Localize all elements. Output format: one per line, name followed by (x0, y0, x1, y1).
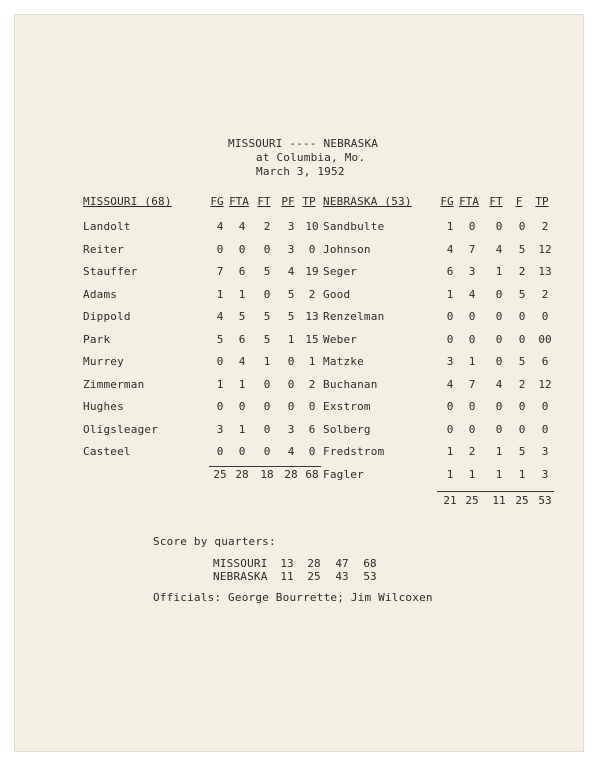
nebraska-player-name: Renzelman (323, 310, 385, 323)
nebraska-total-cell: 25 (465, 494, 479, 507)
missouri-stat-cell: 0 (216, 355, 224, 368)
nebraska-player-name: Exstrom (323, 400, 371, 413)
missouri-stat-cell: 1 (238, 422, 246, 436)
missouri-total-cell: 18 (260, 467, 274, 481)
nebraska-stat-cell: 0 (518, 400, 526, 413)
nebraska-stat-cell: 3 (446, 355, 454, 368)
missouri-player-name: Landolt (83, 220, 131, 233)
nebraska-stat-cell: 5 (518, 287, 526, 301)
missouri-player-name: Oligsleager (83, 422, 159, 436)
nebraska-stat-cell: 0 (495, 400, 503, 413)
nebraska-col-header: TP (535, 195, 549, 208)
missouri-col-header: FTA (229, 195, 249, 208)
document-page (14, 14, 584, 752)
nebraska-player-name: Johnson (323, 242, 371, 256)
missouri-total-cell: 28 (284, 467, 298, 481)
missouri-col-header: PF (281, 195, 295, 208)
nebraska-stat-cell: 5 (518, 242, 526, 256)
nebraska-stat-cell: 12 (538, 242, 552, 256)
quarters-score: 68 (363, 557, 377, 570)
missouri-stat-cell: 0 (238, 445, 246, 458)
nebraska-stat-cell: 4 (446, 377, 454, 391)
missouri-stat-cell: 10 (305, 220, 319, 233)
missouri-stat-cell: 0 (238, 242, 246, 256)
nebraska-stat-cell: 0 (446, 400, 454, 413)
missouri-stat-cell: 0 (216, 400, 224, 413)
quarters-score: 53 (363, 570, 377, 583)
nebraska-player-name: Sandbulte (323, 220, 385, 233)
missouri-stat-cell: 0 (263, 377, 271, 391)
missouri-stat-cell: 13 (305, 310, 319, 323)
missouri-player-name: Dippold (83, 310, 131, 323)
nebraska-stat-cell: 3 (541, 445, 549, 458)
missouri-stat-cell: 7 (216, 265, 224, 278)
missouri-stat-cell: 0 (308, 400, 316, 413)
nebraska-stat-cell: 1 (495, 467, 503, 481)
nebraska-header: NEBRASKA (53) (323, 195, 412, 208)
missouri-stat-cell: 1 (238, 377, 246, 391)
missouri-stat-cell: 0 (308, 242, 316, 256)
missouri-stat-cell: 5 (216, 332, 224, 346)
nebraska-stat-cell: 4 (495, 242, 503, 256)
nebraska-stat-cell: 3 (541, 467, 549, 481)
missouri-stat-cell: 0 (287, 377, 295, 391)
quarters-score: 13 (280, 557, 294, 570)
quarters-score: 43 (335, 570, 349, 583)
missouri-stat-cell: 3 (287, 242, 295, 256)
missouri-stat-cell: 5 (287, 287, 295, 301)
nebraska-total-cell: 21 (443, 494, 457, 507)
nebraska-col-header: FT (489, 195, 503, 208)
missouri-stat-cell: 0 (216, 445, 224, 458)
nebraska-stat-cell: 2 (468, 445, 476, 458)
missouri-player-name: Casteel (83, 445, 131, 458)
missouri-col-header: FG (210, 195, 224, 208)
nebraska-stat-cell: 0 (495, 332, 503, 346)
missouri-stat-cell: 6 (308, 422, 316, 436)
nebraska-stat-cell: 7 (468, 242, 476, 256)
missouri-stat-cell: 2 (263, 220, 271, 233)
missouri-player-name: Zimmerman (83, 377, 145, 391)
nebraska-stat-cell: 1 (446, 287, 454, 301)
nebraska-stat-cell: 0 (541, 422, 549, 436)
missouri-stat-cell: 0 (263, 242, 271, 256)
missouri-stat-cell: 1 (216, 287, 224, 301)
missouri-stat-cell: 0 (263, 400, 271, 413)
nebraska-total-cell: 11 (492, 494, 506, 507)
nebraska-stat-cell: 0 (518, 422, 526, 436)
officials-line: Officials: George Bourrette; Jim Wilcoxen (153, 591, 433, 604)
missouri-stat-cell: 0 (287, 355, 295, 368)
heading-line-1: MISSOURI ---- NEBRASKA (228, 137, 379, 150)
nebraska-stat-cell: 0 (468, 332, 476, 346)
quarters-score: 25 (307, 570, 321, 583)
nebraska-stat-cell: 1 (495, 265, 503, 278)
nebraska-total-cell: 53 (538, 494, 552, 507)
missouri-stat-cell: 5 (263, 265, 271, 278)
missouri-stat-cell: 3 (216, 422, 224, 436)
nebraska-stat-cell: 0 (495, 220, 503, 233)
nebraska-stat-cell: 00 (538, 332, 552, 346)
missouri-stat-cell: 4 (238, 220, 246, 233)
missouri-stat-cell: 5 (287, 310, 295, 323)
nebraska-stat-cell: 1 (446, 445, 454, 458)
nebraska-stat-cell: 4 (495, 377, 503, 391)
missouri-stat-cell: 0 (287, 400, 295, 413)
nebraska-col-header: F (515, 195, 523, 208)
quarters-score: 11 (280, 570, 294, 583)
missouri-stat-cell: 4 (216, 220, 224, 233)
missouri-header: MISSOURI (68) (83, 195, 172, 208)
missouri-stat-cell: 4 (238, 355, 246, 368)
nebraska-col-header: FG (440, 195, 454, 208)
nebraska-stat-cell: 0 (468, 220, 476, 233)
missouri-player-name: Hughes (83, 400, 124, 413)
nebraska-player-name: Buchanan (323, 377, 378, 391)
nebraska-stat-cell: 0 (541, 400, 549, 413)
missouri-stat-cell: 3 (287, 220, 295, 233)
nebraska-stat-cell: 0 (518, 310, 526, 323)
nebraska-stat-cell: 1 (468, 467, 476, 481)
missouri-stat-cell: 4 (287, 445, 295, 458)
nebraska-stat-cell: 0 (518, 220, 526, 233)
missouri-stat-cell: 1 (263, 355, 271, 368)
quarters-team: MISSOURI (213, 557, 268, 570)
missouri-stat-cell: 0 (263, 445, 271, 458)
nebraska-stat-cell: 0 (495, 355, 503, 368)
missouri-stat-cell: 1 (308, 355, 316, 368)
missouri-stat-cell: 5 (238, 310, 246, 323)
missouri-stat-cell: 1 (287, 332, 295, 346)
nebraska-stat-cell: 0 (446, 310, 454, 323)
nebraska-stat-cell: 1 (518, 467, 526, 481)
missouri-stat-cell: 6 (238, 265, 246, 278)
missouri-stat-cell: 0 (238, 400, 246, 413)
nebraska-stat-cell: 5 (518, 445, 526, 458)
missouri-stat-cell: 1 (216, 377, 224, 391)
missouri-col-header: TP (302, 195, 316, 208)
nebraska-stat-cell: 2 (518, 377, 526, 391)
missouri-stat-cell: 5 (263, 332, 271, 346)
nebraska-player-name: Weber (323, 332, 358, 346)
nebraska-totals-rule (437, 491, 554, 492)
nebraska-player-name: Fredstrom (323, 445, 385, 458)
nebraska-player-name: Good (323, 287, 351, 301)
nebraska-player-name: Solberg (323, 422, 371, 436)
missouri-stat-cell: 4 (287, 265, 295, 278)
heading-line-2: at Columbia, Mo. (256, 151, 366, 164)
missouri-player-name: Murrey (83, 355, 124, 368)
nebraska-stat-cell: 1 (468, 355, 476, 368)
nebraska-stat-cell: 1 (446, 467, 454, 481)
missouri-stat-cell: 15 (305, 332, 319, 346)
nebraska-stat-cell: 6 (541, 355, 549, 368)
missouri-stat-cell: 2 (308, 287, 316, 301)
nebraska-stat-cell: 2 (541, 220, 549, 233)
nebraska-col-header: FTA (459, 195, 479, 208)
nebraska-stat-cell: 2 (541, 287, 549, 301)
missouri-stat-cell: 0 (263, 422, 271, 436)
missouri-stat-cell: 4 (216, 310, 224, 323)
missouri-total-cell: 28 (235, 467, 249, 481)
missouri-player-name: Reiter (83, 242, 124, 256)
nebraska-stat-cell: 0 (468, 400, 476, 413)
missouri-col-header: FT (257, 195, 271, 208)
missouri-stat-cell: 1 (238, 287, 246, 301)
missouri-stat-cell: 19 (305, 265, 319, 278)
nebraska-stat-cell: 0 (446, 422, 454, 436)
nebraska-stat-cell: 3 (468, 265, 476, 278)
missouri-stat-cell: 2 (308, 377, 316, 391)
missouri-total-cell: 25 (213, 467, 227, 481)
nebraska-stat-cell: 7 (468, 377, 476, 391)
quarters-label: Score by quarters: (153, 535, 276, 548)
missouri-player-name: Adams (83, 287, 118, 301)
nebraska-stat-cell: 1 (446, 220, 454, 233)
missouri-stat-cell: 6 (238, 332, 246, 346)
nebraska-stat-cell: 0 (518, 332, 526, 346)
nebraska-stat-cell: 4 (468, 287, 476, 301)
nebraska-stat-cell: 5 (518, 355, 526, 368)
nebraska-player-name: Seger (323, 265, 358, 278)
heading-line-3: March 3, 1952 (256, 165, 345, 178)
missouri-stat-cell: 3 (287, 422, 295, 436)
missouri-stat-cell: 0 (308, 445, 316, 458)
nebraska-stat-cell: 6 (446, 265, 454, 278)
nebraska-stat-cell: 0 (541, 310, 549, 323)
missouri-total-cell: 68 (305, 467, 319, 481)
nebraska-stat-cell: 2 (518, 265, 526, 278)
missouri-player-name: Park (83, 332, 111, 346)
nebraska-stat-cell: 4 (446, 242, 454, 256)
missouri-player-name: Stauffer (83, 265, 138, 278)
nebraska-total-cell: 25 (515, 494, 529, 507)
nebraska-stat-cell: 1 (495, 445, 503, 458)
quarters-score: 28 (307, 557, 321, 570)
nebraska-stat-cell: 0 (495, 310, 503, 323)
missouri-stat-cell: 0 (263, 287, 271, 301)
nebraska-player-name: Fagler (323, 467, 364, 481)
missouri-stat-cell: 5 (263, 310, 271, 323)
nebraska-stat-cell: 13 (538, 265, 552, 278)
nebraska-stat-cell: 0 (468, 310, 476, 323)
nebraska-stat-cell: 0 (446, 332, 454, 346)
nebraska-stat-cell: 0 (495, 287, 503, 301)
missouri-stat-cell: 0 (216, 242, 224, 256)
nebraska-stat-cell: 12 (538, 377, 552, 391)
missouri-totals-rule (209, 466, 321, 467)
nebraska-stat-cell: 0 (468, 422, 476, 436)
nebraska-player-name: Matzke (323, 355, 364, 368)
quarters-team: NEBRASKA (213, 570, 268, 583)
nebraska-stat-cell: 0 (495, 422, 503, 436)
quarters-score: 47 (335, 557, 349, 570)
